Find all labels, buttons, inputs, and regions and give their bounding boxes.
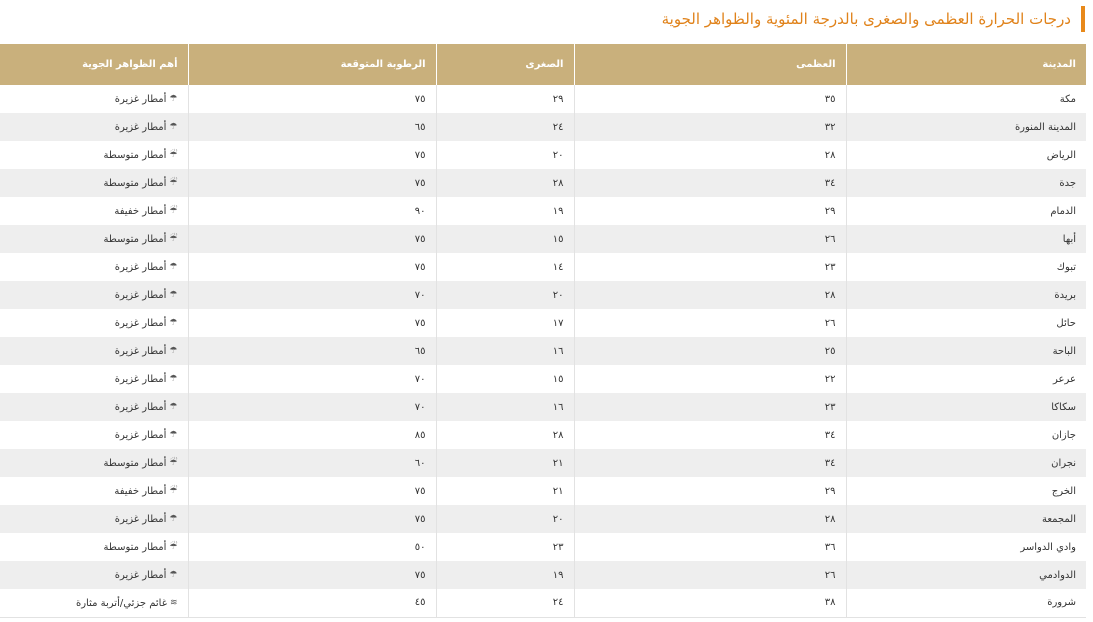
table-header xyxy=(0,44,1086,85)
table-row xyxy=(0,477,1086,505)
cell-max: ٢٣ xyxy=(574,253,846,281)
table-row xyxy=(0,365,1086,393)
light-rain-icon: ☔ xyxy=(169,206,178,216)
cell-weather xyxy=(0,141,188,169)
cell-min: ٢٠ xyxy=(436,505,574,533)
cell-humidity: ٧٥ xyxy=(188,85,436,113)
moderate-rain-icon: ☔ xyxy=(169,234,178,244)
cell-city: سكاكا xyxy=(846,393,1086,421)
cell-max: ٣٦ xyxy=(574,533,846,561)
weather-condition xyxy=(104,178,178,189)
cell-humidity: ٦٥ xyxy=(188,337,436,365)
header-humidity: الرطوبة المتوقعة xyxy=(188,44,436,85)
weather-label: غائم جزئي/أتربة مثارة xyxy=(75,597,167,609)
cell-min: ٢٨ xyxy=(436,421,574,449)
weather-label: أمطار غزيرة xyxy=(114,374,167,385)
light-rain-icon: ☔ xyxy=(169,486,178,496)
weather-condition xyxy=(104,458,178,469)
cell-max: ٢٦ xyxy=(574,225,846,253)
cell-min: ٢٨ xyxy=(436,169,574,197)
cell-weather xyxy=(0,477,188,505)
table-row xyxy=(0,253,1086,281)
table-row xyxy=(0,505,1086,533)
weather-label: أمطار غزيرة xyxy=(114,402,167,413)
weather-label: أمطار غزيرة xyxy=(114,94,167,105)
table-row xyxy=(0,85,1086,113)
weather-condition xyxy=(115,514,178,525)
cell-max: ٢٥ xyxy=(574,337,846,365)
cell-min: ٢١ xyxy=(436,477,574,505)
cell-weather xyxy=(0,561,188,589)
heavy-rain-icon: ☂ xyxy=(169,402,178,412)
heavy-rain-icon: ☂ xyxy=(169,290,178,300)
cell-min: ١٥ xyxy=(436,225,574,253)
cell-weather xyxy=(0,533,188,561)
cell-weather xyxy=(0,365,188,393)
table-row xyxy=(0,309,1086,337)
heavy-rain-icon: ☂ xyxy=(169,430,178,440)
cell-city: نجران xyxy=(846,449,1086,477)
weather-condition xyxy=(104,234,178,245)
weather-condition xyxy=(115,122,178,133)
table-row xyxy=(0,449,1086,477)
cell-min: ٢٠ xyxy=(436,281,574,309)
cell-max: ٢٦ xyxy=(574,309,846,337)
cell-humidity: ٧٥ xyxy=(188,561,436,589)
cell-city: شرورة xyxy=(846,589,1086,617)
weather-label: أمطار غزيرة xyxy=(114,346,167,357)
cell-humidity: ٥٠ xyxy=(188,533,436,561)
weather-label: أمطار متوسطة xyxy=(103,150,167,161)
cell-weather xyxy=(0,449,188,477)
weather-condition xyxy=(115,94,178,105)
cell-city: أبها xyxy=(846,225,1086,253)
page-title: درجات الحرارة العظمى والصغرى بالدرجة المئوية والظواهر الجوية xyxy=(661,10,1071,28)
weather-label: أمطار متوسطة xyxy=(103,458,167,469)
cell-min: ١٦ xyxy=(436,393,574,421)
cell-min: ٢٠ xyxy=(436,141,574,169)
weather-condition xyxy=(115,430,178,441)
weather-label: أمطار غزيرة xyxy=(114,514,167,525)
cell-city: الدمام xyxy=(846,197,1086,225)
weather-label: أمطار خفيفة xyxy=(114,486,167,497)
cell-max: ٢٩ xyxy=(574,477,846,505)
weather-label: أمطار غزيرة xyxy=(114,122,167,133)
cell-min: ٢١ xyxy=(436,449,574,477)
cell-city: وادي الدواسر xyxy=(846,533,1086,561)
cell-humidity: ٧٠ xyxy=(188,365,436,393)
cell-humidity: ٧٥ xyxy=(188,141,436,169)
cell-humidity: ٧٥ xyxy=(188,505,436,533)
cell-city: تبوك xyxy=(846,253,1086,281)
cell-min: ١٦ xyxy=(436,337,574,365)
cell-city: جدة xyxy=(846,169,1086,197)
weather-condition xyxy=(115,262,178,273)
weather-label: أمطار غزيرة xyxy=(114,262,167,273)
heavy-rain-icon: ☂ xyxy=(169,318,178,328)
cell-city: المجمعة xyxy=(846,505,1086,533)
header-city: المدينة xyxy=(846,44,1086,85)
weather-condition xyxy=(115,346,178,357)
cell-humidity: ٧٠ xyxy=(188,281,436,309)
cell-weather xyxy=(0,421,188,449)
cell-weather xyxy=(0,505,188,533)
table-row xyxy=(0,589,1086,617)
cell-city: الرياض xyxy=(846,141,1086,169)
cell-max: ٢٩ xyxy=(574,197,846,225)
header-max: العظمى xyxy=(574,44,846,85)
cell-humidity: ٧٠ xyxy=(188,393,436,421)
header-weather: أهم الظواهر الجوية xyxy=(0,44,188,85)
cell-max: ٢٨ xyxy=(574,141,846,169)
cell-min: ٢٩ xyxy=(436,85,574,113)
heavy-rain-icon: ☂ xyxy=(169,346,178,356)
cell-city: المدينة المنورة xyxy=(846,113,1086,141)
weather-table xyxy=(0,44,1086,618)
table-row xyxy=(0,225,1086,253)
weather-label: أمطار متوسطة xyxy=(103,234,167,245)
heavy-rain-icon: ☂ xyxy=(169,122,178,132)
cell-humidity: ٦٠ xyxy=(188,449,436,477)
cell-city: الدوادمي xyxy=(846,561,1086,589)
table-row xyxy=(0,169,1086,197)
weather-label: أمطار غزيرة xyxy=(114,570,167,581)
cell-city: الباحة xyxy=(846,337,1086,365)
partly-cloudy-dust-icon: ≋ xyxy=(169,597,178,608)
cell-max: ٣٨ xyxy=(574,589,846,617)
cell-min: ١٩ xyxy=(436,561,574,589)
cell-humidity: ٤٥ xyxy=(188,589,436,617)
table-row xyxy=(0,393,1086,421)
table-row xyxy=(0,281,1086,309)
moderate-rain-icon: ☔ xyxy=(169,178,178,188)
table-row xyxy=(0,197,1086,225)
cell-max: ٢٨ xyxy=(574,505,846,533)
cell-min: ٢٤ xyxy=(436,589,574,617)
weather-condition xyxy=(76,598,178,609)
weather-condition xyxy=(114,486,177,497)
cell-city: مكة xyxy=(846,85,1086,113)
table-row xyxy=(0,141,1086,169)
cell-max: ٢٨ xyxy=(574,281,846,309)
weather-condition xyxy=(115,402,178,413)
moderate-rain-icon: ☔ xyxy=(169,542,178,552)
cell-city: جازان xyxy=(846,421,1086,449)
weather-condition xyxy=(104,542,178,553)
cell-min: ١٩ xyxy=(436,197,574,225)
table-row xyxy=(0,337,1086,365)
cell-max: ٢٢ xyxy=(574,365,846,393)
cell-humidity: ٧٥ xyxy=(188,253,436,281)
cell-city: بريدة xyxy=(846,281,1086,309)
cell-max: ٣٤ xyxy=(574,421,846,449)
cell-humidity: ٧٥ xyxy=(188,169,436,197)
weather-condition xyxy=(114,206,177,217)
cell-min: ٢٤ xyxy=(436,113,574,141)
table-row xyxy=(0,561,1086,589)
heavy-rain-icon: ☂ xyxy=(169,374,178,384)
table-body xyxy=(0,85,1086,617)
cell-humidity: ٨٥ xyxy=(188,421,436,449)
cell-min: ١٤ xyxy=(436,253,574,281)
cell-max: ٣٤ xyxy=(574,169,846,197)
heavy-rain-icon: ☂ xyxy=(169,570,178,580)
cell-weather xyxy=(0,169,188,197)
cell-max: ٣٥ xyxy=(574,85,846,113)
cell-humidity: ٧٥ xyxy=(188,309,436,337)
cell-weather xyxy=(0,281,188,309)
cell-max: ٢٣ xyxy=(574,393,846,421)
cell-city: عرعر xyxy=(846,365,1086,393)
cell-weather xyxy=(0,113,188,141)
cell-weather xyxy=(0,85,188,113)
cell-weather xyxy=(0,225,188,253)
table-row xyxy=(0,533,1086,561)
cell-weather xyxy=(0,589,188,617)
weather-label: أمطار غزيرة xyxy=(114,430,167,441)
weather-label: أمطار متوسطة xyxy=(103,542,167,553)
page-header xyxy=(662,6,1085,32)
cell-weather xyxy=(0,393,188,421)
cell-min: ١٥ xyxy=(436,365,574,393)
cell-min: ٢٣ xyxy=(436,533,574,561)
cell-city: الخرج xyxy=(846,477,1086,505)
moderate-rain-icon: ☔ xyxy=(169,458,178,468)
cell-weather xyxy=(0,309,188,337)
weather-condition xyxy=(115,318,178,329)
heavy-rain-icon: ☂ xyxy=(169,262,178,272)
cell-max: ٣٤ xyxy=(574,449,846,477)
heavy-rain-icon: ☂ xyxy=(169,94,178,104)
table-row xyxy=(0,421,1086,449)
weather-label: أمطار خفيفة xyxy=(114,206,167,217)
cell-humidity: ٧٥ xyxy=(188,225,436,253)
weather-table-container xyxy=(0,44,1086,618)
cell-min: ١٧ xyxy=(436,309,574,337)
moderate-rain-icon: ☔ xyxy=(169,150,178,160)
cell-humidity: ٦٥ xyxy=(188,113,436,141)
cell-weather xyxy=(0,197,188,225)
weather-condition xyxy=(115,570,178,581)
weather-condition xyxy=(115,290,178,301)
heavy-rain-icon: ☂ xyxy=(169,514,178,524)
cell-humidity: ٧٥ xyxy=(188,477,436,505)
header-min: الصغرى xyxy=(436,44,574,85)
header-row xyxy=(0,44,1086,85)
cell-max: ٢٦ xyxy=(574,561,846,589)
weather-label: أمطار غزيرة xyxy=(114,318,167,329)
weather-condition xyxy=(115,374,178,385)
weather-label: أمطار غزيرة xyxy=(114,290,167,301)
cell-humidity: ٩٠ xyxy=(188,197,436,225)
weather-label: أمطار متوسطة xyxy=(103,178,167,189)
table-row xyxy=(0,113,1086,141)
cell-city: حائل xyxy=(846,309,1086,337)
cell-max: ٣٢ xyxy=(574,113,846,141)
cell-weather xyxy=(0,253,188,281)
weather-condition xyxy=(104,150,178,161)
cell-weather xyxy=(0,337,188,365)
